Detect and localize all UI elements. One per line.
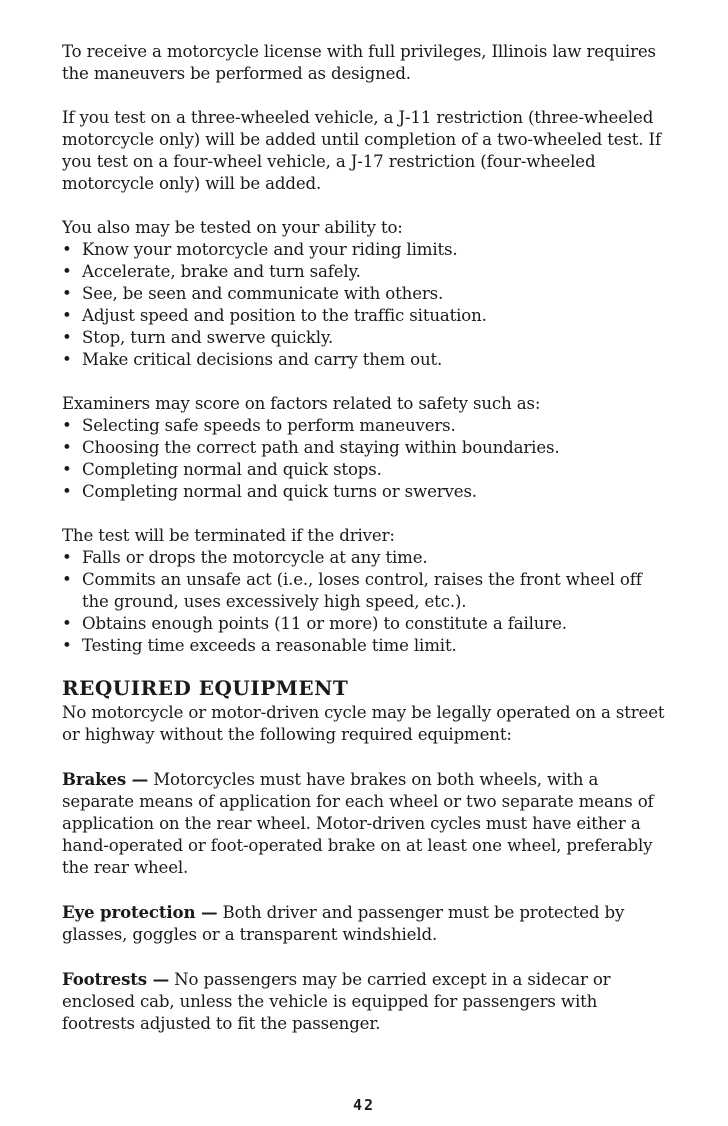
eye-protection-text: Both driver and passenger must be protected by glasses, goggles or a transparent windshield. (62, 903, 625, 944)
list-item: • Commits an unsafe act (i.e., loses control, raises the front wheel off the ground, uses excessively high speed, etc.). (62, 569, 666, 613)
scoring-intro: Examiners may score on factors related to safety such as: (62, 394, 541, 413)
brakes-term: Brakes — (62, 769, 149, 789)
list-item: • Know your motorcycle and your riding limits. (62, 239, 666, 261)
termination-section (62, 525, 666, 657)
tested-on-intro: You also may be tested on your ability to: (62, 218, 403, 237)
list-item: • Selecting safe speeds to perform maneuvers. (62, 415, 666, 437)
list-item: • Obtains enough points (11 or more) to constitute a failure. (62, 613, 666, 635)
required-equipment-heading: REQUIRED EQUIPMENT (62, 676, 349, 700)
page-content (62, 41, 666, 1057)
list-item: • Completing normal and quick stops. (62, 459, 666, 481)
eye-protection-paragraph (62, 901, 666, 946)
list-item: • See, be seen and communicate with others. (62, 283, 666, 305)
list-item: • Completing normal and quick turns or swerves. (62, 481, 666, 503)
list-item: • Accelerate, brake and turn safely. (62, 261, 666, 283)
list-item: • Testing time exceeds a reasonable time limit. (62, 635, 666, 657)
page-number: 42 (352, 1096, 376, 1114)
footrests-paragraph (62, 968, 666, 1035)
required-equipment-intro: No motorcycle or motor-driven cycle may be legally operated on a street or highway without the following required equipment: (62, 703, 665, 744)
tested-on-section (62, 217, 666, 371)
list-item: • Adjust speed and position to the traffic situation. (62, 305, 666, 327)
termination-list (62, 547, 666, 657)
footrests-term: Footrests — (62, 969, 170, 989)
list-item: • Choosing the correct path and staying within boundaries. (62, 437, 666, 459)
termination-intro: The test will be terminated if the driver: (62, 526, 395, 545)
brakes-text: Motorcycles must have brakes on both wheels, with a separate means of application for each wheel or two separate means of application on the rear wheel. Motor-driven cycles must have either a hand-operated or foot-operated brake on at least one wheel, preferably the rear wheel. (62, 770, 654, 877)
list-item: • Make critical decisions and carry them out. (62, 349, 666, 371)
tested-on-list (62, 239, 666, 371)
license-paragraph: To receive a motorcycle license with full privileges, Illinois law requires the maneuvers be performed as designed. (62, 42, 656, 83)
scoring-list (62, 415, 666, 503)
restriction-paragraph: If you test on a three-wheeled vehicle, a J-11 restriction (three-wheeled motorcycle only) will be added until completion of a two-wheeled test. If you test on a four-wheel vehicle, a J-17 restriction (four-wheeled motorcycle only) will be added. (62, 108, 661, 193)
scoring-section (62, 393, 666, 503)
brakes-paragraph (62, 768, 666, 879)
footrests-text: No passengers may be carried except in a sidecar or enclosed cab, unless the vehicle is equipped for passengers with footrests adjusted to fit the passenger. (62, 970, 611, 1033)
list-item: • Stop, turn and swerve quickly. (62, 327, 666, 349)
list-item: • Falls or drops the motorcycle at any time. (62, 547, 666, 569)
eye-protection-term: Eye protection — (62, 902, 218, 922)
